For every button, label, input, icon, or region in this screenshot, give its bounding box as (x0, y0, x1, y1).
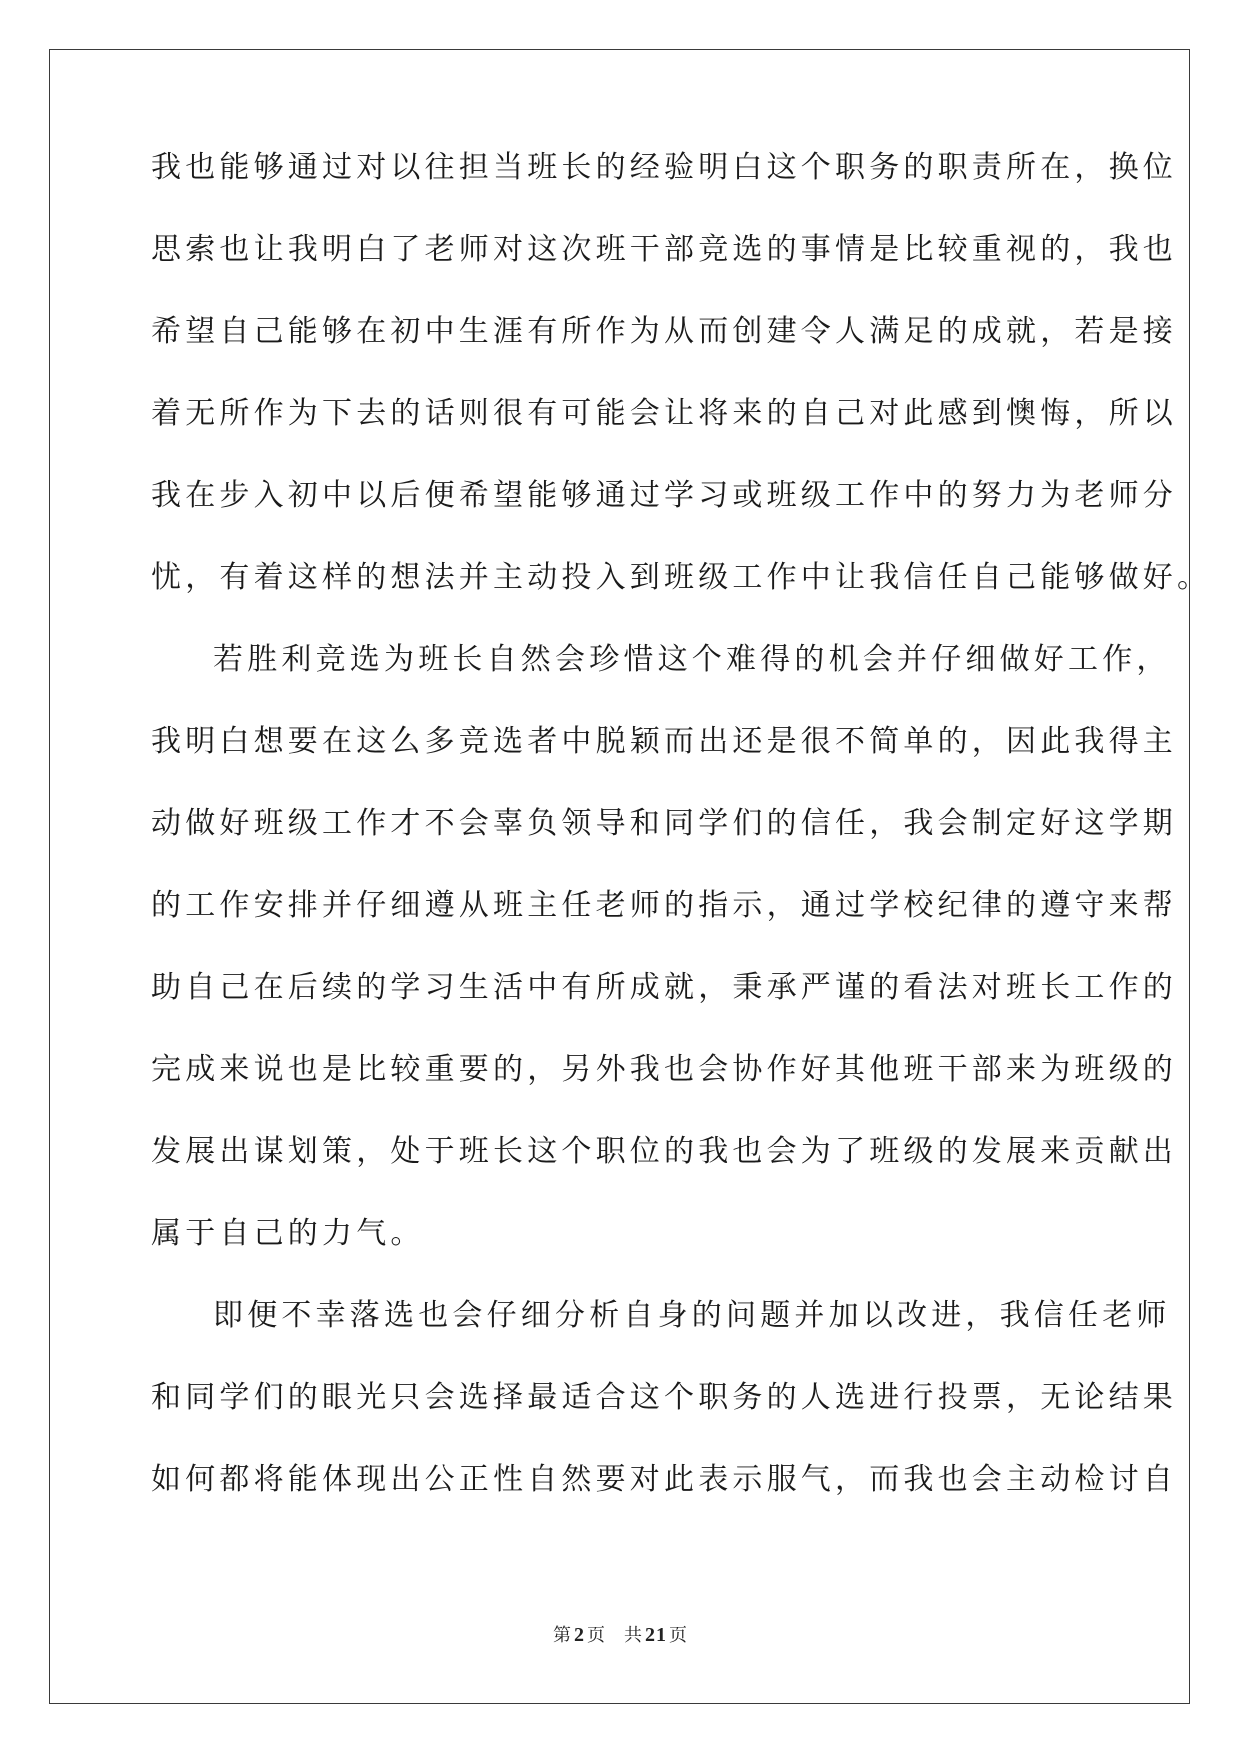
text-line-14: 属于自己的力气。 (151, 1216, 425, 1251)
document-body (151, 148, 1212, 1542)
text-line-7: 若胜利竞选为班长自然会珍惜这个难得的机会并仔细做好工作， (213, 642, 1171, 677)
text-line-10: 的工作安排并仔细遵从班主任老师的指示，通过学校纪律的遵守来帮 (151, 888, 1177, 923)
page-prefix: 第 (553, 1625, 572, 1646)
total-prefix: 共 (624, 1625, 643, 1646)
page-suffix: 页 (587, 1625, 606, 1646)
text-line-3: 希望自己能够在初中生涯有所作为从而创建令人满足的成就，若是接 (151, 314, 1177, 349)
text-line-15: 即便不幸落选也会仔细分析自身的问题并加以改进，我信任老师 (213, 1298, 1171, 1333)
total-suffix: 页 (669, 1625, 688, 1646)
page-number: 2 (574, 1624, 585, 1646)
text-line-4: 着无所作为下去的话则很有可能会让将来的自己对此感到懊悔，所以 (151, 396, 1177, 431)
text-line-16: 和同学们的眼光只会选择最适合这个职务的人选进行投票，无论结果 (151, 1380, 1177, 1415)
text-line-9: 动做好班级工作才不会辜负领导和同学们的信任，我会制定好这学期 (151, 806, 1177, 841)
text-line-17: 如何都将能体现出公正性自然要对此表示服气，而我也会主动检讨自 (151, 1462, 1177, 1497)
text-line-6: 忧，有着这样的想法并主动投入到班级工作中让我信任自己能够做好。 (151, 560, 1212, 595)
text-line-2: 思索也让我明白了老师对这次班干部竞选的事情是比较重视的，我也 (151, 232, 1177, 267)
text-line-8: 我明白想要在这么多竞选者中脱颖而出还是很不简单的，因此我得主 (151, 724, 1177, 759)
text-line-11: 助自己在后续的学习生活中有所成就，秉承严谨的看法对班长工作的 (151, 970, 1177, 1005)
text-line-1: 我也能够通过对以往担当班长的经验明白这个职务的职责所在，换位 (151, 150, 1177, 185)
total-pages: 21 (645, 1624, 667, 1646)
text-line-13: 发展出谋划策，处于班长这个职位的我也会为了班级的发展来贡献出 (151, 1134, 1177, 1169)
text-line-12: 完成来说也是比较重要的，另外我也会协作好其他班干部来为班级的 (151, 1052, 1177, 1087)
text-line-5: 我在步入初中以后便希望能够通过学习或班级工作中的努力为老师分 (151, 478, 1177, 513)
page-footer (0, 1621, 1241, 1647)
